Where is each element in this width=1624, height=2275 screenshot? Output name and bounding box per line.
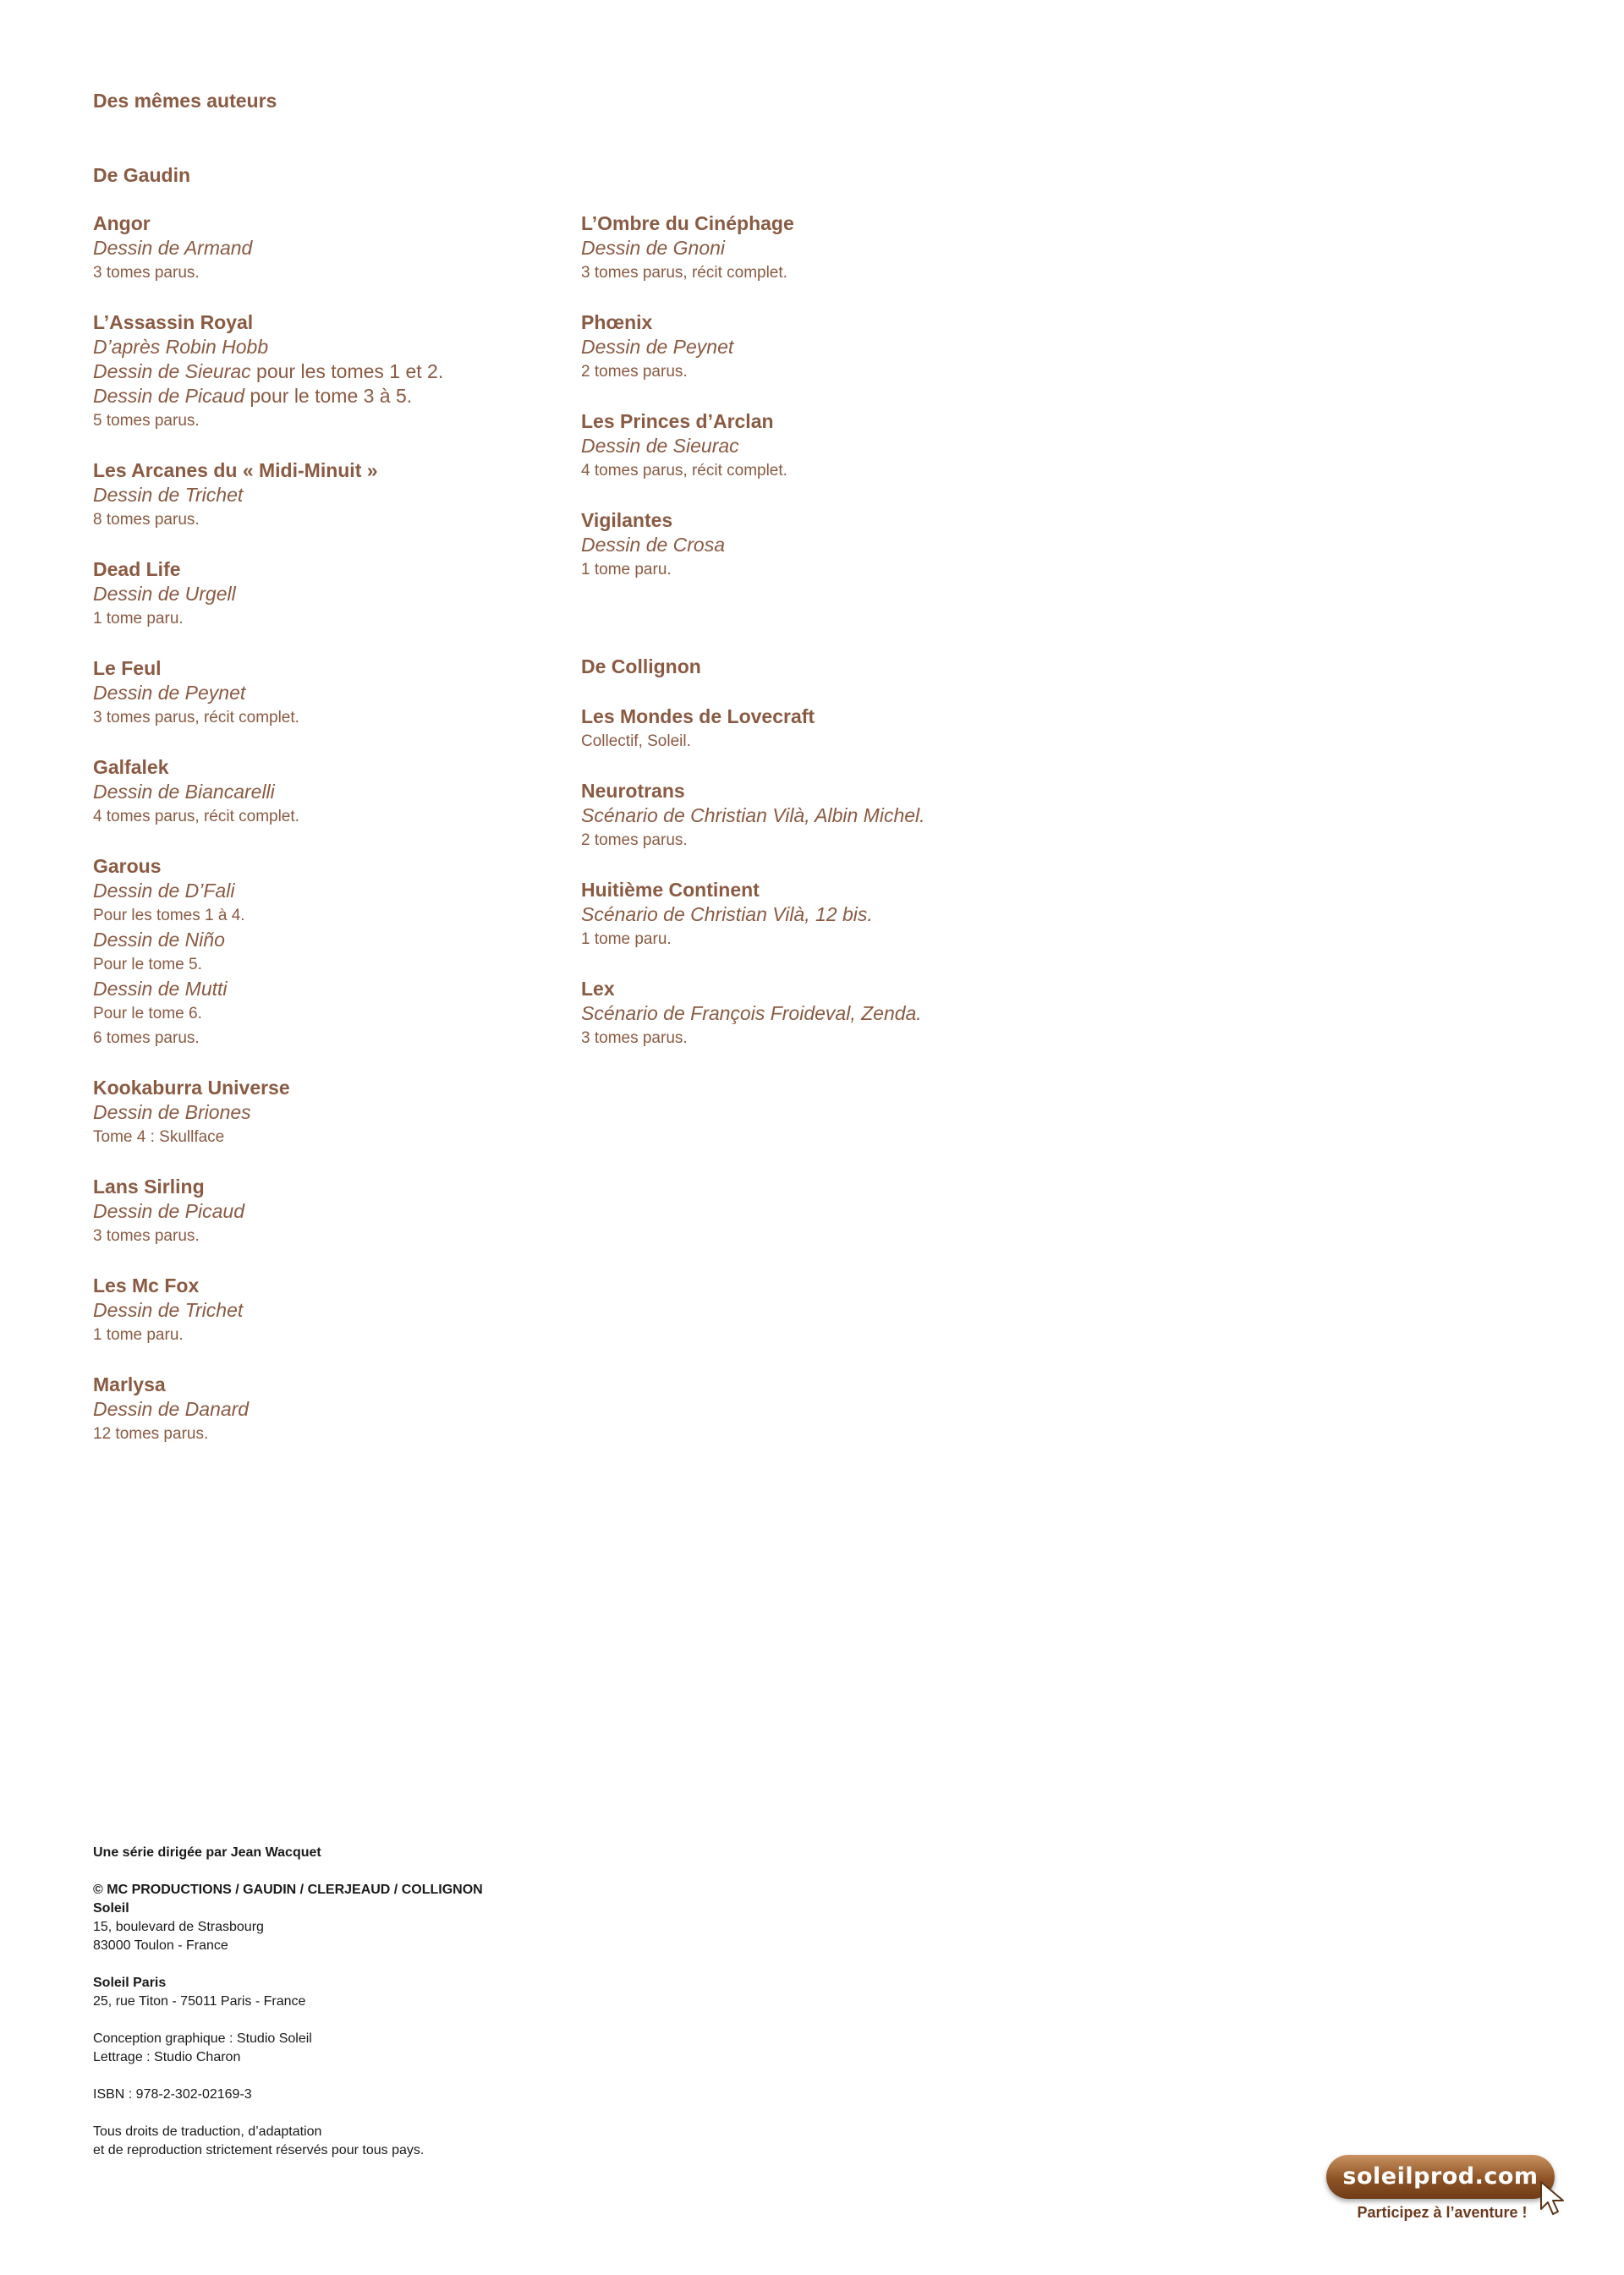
book-credit-note: pour le tome 3 à 5. <box>244 385 413 407</box>
book-volumes: 12 tomes parus. <box>93 1425 209 1443</box>
book-credit <box>93 582 567 606</box>
book-credit <box>581 335 1055 359</box>
book-volumes: 3 tomes parus. <box>93 1227 200 1245</box>
book-credit <box>93 1199 567 1224</box>
book-volumes: 3 tomes parus. <box>93 264 200 282</box>
book-credit <box>581 902 1055 927</box>
book-credit <box>93 335 567 359</box>
page-heading: Des mêmes auteurs <box>93 90 277 112</box>
book-credit <box>93 483 567 507</box>
right-column <box>581 211 1055 1050</box>
book-credit <box>581 236 1055 260</box>
book-credit-italic: Dessin de Trichet <box>93 484 244 506</box>
imprint-lettering: Lettrage : Studio Charon <box>93 2050 241 2064</box>
book-entry <box>93 1373 567 1446</box>
book-entry <box>93 211 567 285</box>
book-entry <box>581 779 1055 852</box>
book-credit <box>93 879 567 903</box>
imprint-block <box>93 1844 685 2160</box>
book-volumes: 2 tomes parus. <box>581 363 688 381</box>
book-title: Vigilantes <box>581 509 673 531</box>
book-credit-italic: Dessin de Briones <box>93 1101 251 1123</box>
book-credit <box>93 1298 567 1323</box>
book-credit-italic: Dessin de Picaud <box>93 1200 244 1222</box>
book-volumes: 4 tomes parus, récit complet. <box>581 462 787 480</box>
book-volumes: 2 tomes parus. <box>581 831 688 849</box>
book-credit-italic: Dessin de Gnoni <box>581 237 726 259</box>
book-volumes: 8 tomes parus. <box>93 511 200 529</box>
book-credit-italic: Scénario de François Froideval, Zenda. <box>581 1002 922 1024</box>
book-credit-note: pour les tomes 1 et 2. <box>250 360 444 382</box>
imprint-paris-address: 25, rue Titon - 75011 Paris - France <box>93 1994 306 2009</box>
book-credit <box>581 434 1055 458</box>
book-volumes: 1 tome paru. <box>581 561 672 578</box>
book-entry <box>581 409 1055 483</box>
book-title: Les Mc Fox <box>93 1275 200 1296</box>
book-credit-italic: Dessin de Biancarelli <box>93 781 275 803</box>
right-column-gaudin-list <box>581 211 1055 582</box>
book-credit <box>93 1100 567 1125</box>
imprint-rights-1: Tous droits de traduction, d’adaptation <box>93 2124 322 2139</box>
book-credit-italic: Dessin de Sieurac <box>93 360 251 382</box>
book-volumes: Pour le tome 6. <box>93 1005 202 1022</box>
book-credit-italic: Dessin de Niño <box>93 929 225 951</box>
book-volumes: Pour le tome 5. <box>93 956 202 973</box>
book-title: Les Arcanes du « Midi-Minuit » <box>93 459 378 481</box>
book-volumes: Collectif, Soleil. <box>581 732 691 750</box>
book-credit-italic: D’après Robin Hobb <box>93 336 269 358</box>
right-column-collignon-list <box>581 704 1055 1050</box>
imprint-publisher: Soleil <box>93 1901 129 1916</box>
imprint-address-2: 83000 Toulon - France <box>93 1938 228 1953</box>
book-credit-italic: Dessin de Peynet <box>93 682 246 704</box>
book-credit <box>93 236 567 260</box>
book-title: Lans Sirling <box>93 1176 205 1198</box>
cursor-arrow-icon <box>1538 2180 1568 2217</box>
book-entry <box>93 310 567 433</box>
book-title: Les Princes d’Arclan <box>581 410 774 432</box>
book-credit-italic: Dessin de Sieurac <box>581 435 739 457</box>
book-credit <box>93 359 567 384</box>
imprint-rights-2: et de reproduction strictement réservés pour tous pays. <box>93 2143 425 2157</box>
book-title: Kookaburra Universe <box>93 1077 290 1099</box>
book-entry <box>93 557 567 631</box>
book-credit-italic: Dessin de Armand <box>93 237 253 259</box>
book-credit <box>93 384 567 408</box>
book-volumes: 4 tomes parus, récit complet. <box>93 808 299 825</box>
book-title: Dead Life <box>93 558 181 580</box>
book-volumes: 6 tomes parus. <box>93 1029 200 1047</box>
book-entry <box>581 211 1055 285</box>
book-entry <box>581 310 1055 384</box>
book-credit-italic: Dessin de Crosa <box>581 534 726 556</box>
book-title: Angor <box>93 212 151 234</box>
left-column <box>93 211 567 1446</box>
book-title: Les Mondes de Lovecraft <box>581 705 815 727</box>
book-credit-italic: Scénario de Christian Vilà, 12 bis. <box>581 903 873 925</box>
book-credit-italic: Dessin de Urgell <box>93 583 236 605</box>
book-credit <box>581 1001 1055 1026</box>
book-entry <box>581 878 1055 951</box>
book-credit-italic: Dessin de Picaud <box>93 385 244 407</box>
book-volumes: Tome 4 : Skullface <box>93 1128 225 1146</box>
book-credit <box>581 803 1055 828</box>
book-title: L’Assassin Royal <box>93 311 254 333</box>
book-entry <box>93 458 567 532</box>
logo-site-badge: soleilprod.com <box>1326 2155 1555 2199</box>
book-volumes: 3 tomes parus. <box>581 1029 688 1047</box>
book-entry <box>581 977 1055 1050</box>
book-title: Marlysa <box>93 1373 166 1395</box>
book-credit <box>93 780 567 804</box>
imprint-series: Une série dirigée par Jean Wacquet <box>93 1845 321 1860</box>
book-entry <box>93 1175 567 1248</box>
book-entry <box>93 656 567 730</box>
book-volumes: 5 tomes parus. <box>93 412 200 430</box>
imprint-isbn: ISBN : 978-2-302-02169-3 <box>93 2087 252 2102</box>
book-credit-italic: Dessin de Peynet <box>581 336 734 358</box>
soleilprod-logo[interactable] <box>1320 2148 1573 2233</box>
book-title: Garous <box>93 855 162 877</box>
book-entry <box>93 1274 567 1347</box>
section-heading-gaudin: De Gaudin <box>93 164 191 186</box>
book-title: Huitième Continent <box>581 879 760 901</box>
imprint-address-1: 15, boulevard de Strasbourg <box>93 1920 264 1934</box>
section-heading-collignon: De Collignon <box>581 655 701 677</box>
book-credit-italic: Scénario de Christian Vilà, Albin Michel. <box>581 804 925 826</box>
book-credit <box>581 533 1055 557</box>
book-credit-italic: Dessin de Mutti <box>93 978 228 1000</box>
book-entry <box>93 755 567 829</box>
book-credit <box>93 977 567 1001</box>
book-volumes: 1 tome paru. <box>93 610 184 628</box>
imprint-copyright: © MC PRODUCTIONS / GAUDIN / CLERJEAUD / COLLIGNON <box>93 1883 483 1897</box>
book-entry <box>93 1076 567 1149</box>
book-credit-italic: Dessin de D’Fali <box>93 880 235 902</box>
book-title: Phœnix <box>581 311 653 333</box>
book-entry <box>581 508 1055 582</box>
book-title: L’Ombre du Cinéphage <box>581 212 794 234</box>
book-volumes: Pour les tomes 1 à 4. <box>93 907 245 924</box>
book-volumes: 3 tomes parus, récit complet. <box>93 709 299 726</box>
book-entry <box>581 704 1055 754</box>
book-title: Le Feul <box>93 657 162 679</box>
book-title: Neurotrans <box>581 780 685 802</box>
book-volumes: 1 tome paru. <box>93 1326 184 1344</box>
book-volumes: 1 tome paru. <box>581 930 672 948</box>
imprint-design: Conception graphique : Studio Soleil <box>93 2031 312 2046</box>
logo-tagline: Participez à l’aventure ! <box>1357 2204 1528 2221</box>
book-entry <box>93 854 567 1050</box>
imprint-paris-name: Soleil Paris <box>93 1976 167 1990</box>
book-credit-italic: Dessin de Trichet <box>93 1299 244 1321</box>
book-credit <box>93 681 567 705</box>
book-volumes: 3 tomes parus, récit complet. <box>581 264 787 282</box>
book-title: Galfalek <box>93 756 169 778</box>
book-title: Lex <box>581 978 615 1000</box>
book-credit <box>93 1397 567 1422</box>
book-credit <box>93 928 567 952</box>
book-credit-italic: Dessin de Danard <box>93 1398 250 1420</box>
